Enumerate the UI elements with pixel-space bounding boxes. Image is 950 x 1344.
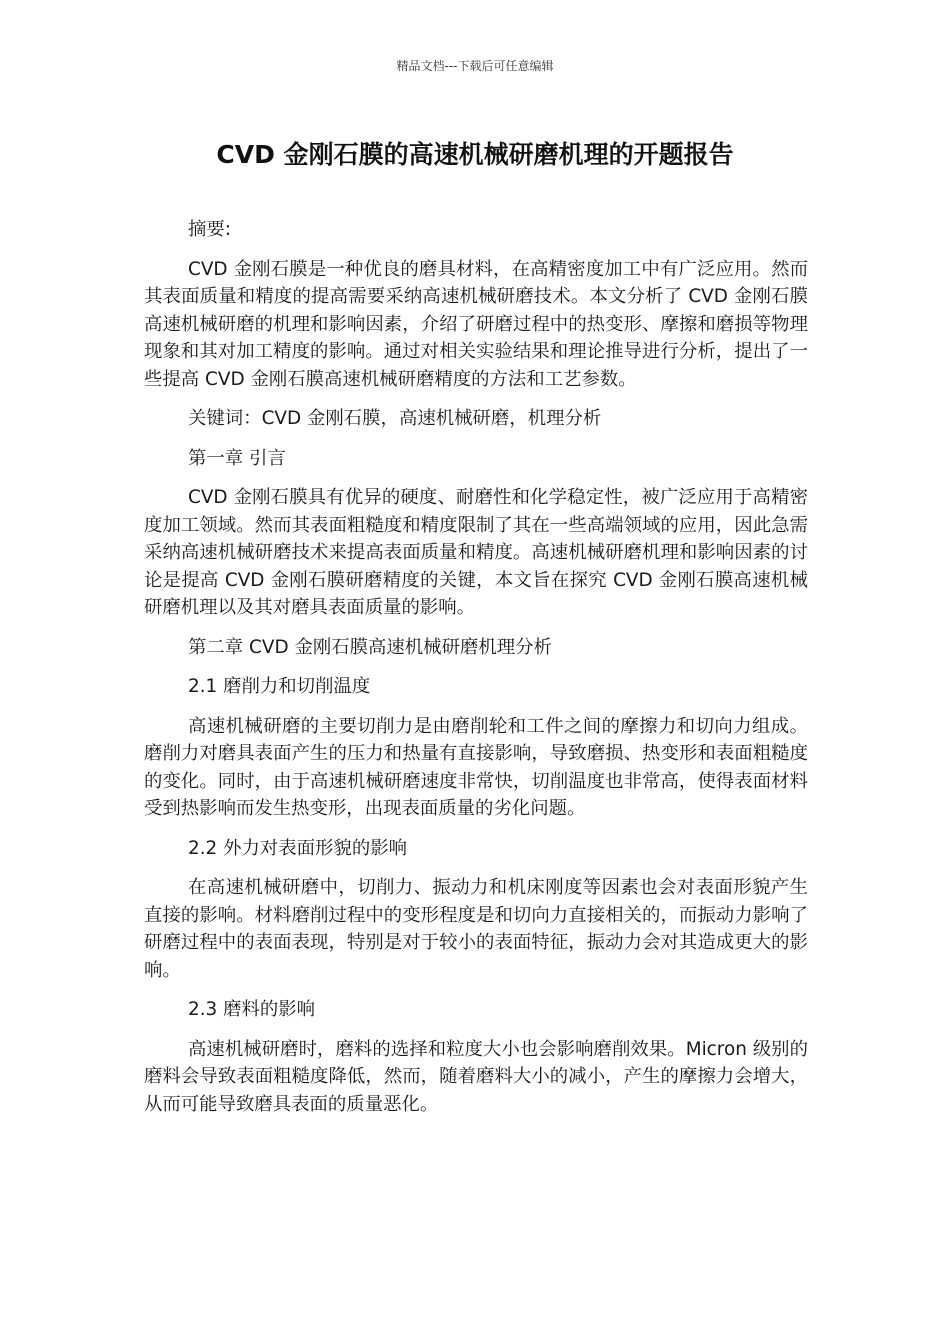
document-title: CVD 金刚石膜的高速机械研磨机理的开题报告	[216, 140, 734, 169]
section-2-1-paragraph: 高速机械研磨的主要切削力是由磨削轮和工件之间的摩擦力和切向力组成。磨削力对磨具表面产生的压力和热量有直接影响，导致磨损、热变形和表面粗糙度的变化。同时，由于高速机械研磨速度非常快，切削温度也非常高，使得表面材料受到热影响而发生热变形，出现表面质量的劣化问题。	[144, 715, 808, 819]
page-header: 精品文档---下载后可任意编辑	[396, 59, 554, 73]
abstract-paragraph: CVD 金刚石膜是一种优良的磨具材料，在高精密度加工中有广泛应用。然而其表面质量和精度的提高需要采纳高速机械研磨技术。本文分析了 CVD 金刚石膜高速机械研磨的机理和影响因素，介绍了研磨过程中的热变形、摩擦和磨损等物理现象和其对加工精度的影响。通过对相关实验结果和理论推导进行分析，提出了一些提高 CVD 金刚石膜高速机械研磨精度的方法和工艺参数。	[144, 258, 808, 390]
section-2-1-heading: 2.1 磨削力和切削温度	[188, 676, 371, 697]
section-2-3-paragraph: 高速机械研磨时，磨料的选择和粒度大小也会影响磨削效果。Micron 级别的磨料会导致表面粗糙度降低，然而，随着磨料大小的减小，产生的摩擦力会增大，从而可能导致磨具表面的质量恶化。	[144, 1038, 808, 1115]
chapter-1-paragraph: CVD 金刚石膜具有优异的硬度、耐磨性和化学稳定性，被广泛应用于高精密度加工领域。然而其表面粗糙度和精度限制了其在一些高端领域的应用，因此急需采纳高速机械研磨技术来提高表面质量和精度。高速机械研磨机理和影响因素的讨论是提高 CVD 金刚石膜研磨精度的关键，本文旨在探究 CVD 金刚石膜高速机械研磨机理以及其对磨具表面质量的影响。	[144, 487, 808, 618]
chapter-2-heading: 第二章 CVD 金刚石膜高速机械研磨机理分析	[188, 636, 552, 658]
abstract-label: 摘要:	[188, 219, 231, 240]
keywords-line: 关键词：CVD 金刚石膜，高速机械研磨，机理分析	[188, 408, 602, 429]
section-2-2-paragraph: 在高速机械研磨中，切削力、振动力和机床刚度等因素也会对表面形貌产生直接的影响。材料磨削过程中的变形程度是和切向力直接相关的，而振动力影响了研磨过程中的表面表现，特别是对于较小的表面特征，振动力会对其造成更大的影响。	[144, 877, 808, 981]
chapter-1-heading: 第一章 引言	[188, 447, 286, 469]
document-body	[144, 216, 808, 1130]
section-2-3-heading: 2.3 磨料的影响	[188, 999, 316, 1020]
section-2-2-heading: 2.2 外力对表面形貌的影响	[188, 837, 407, 859]
